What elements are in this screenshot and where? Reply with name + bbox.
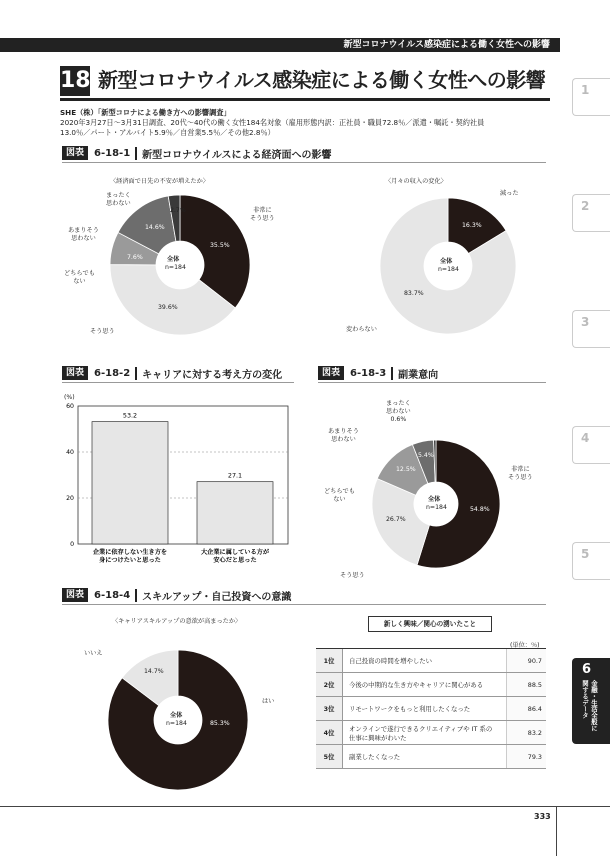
rank-cell: 3位 — [316, 697, 343, 721]
table-row — [316, 649, 546, 673]
fig4-pct-yes: 85.3% — [210, 720, 230, 727]
fig1-left-label-very: 非常に そう思う — [250, 207, 275, 222]
fig3-header — [318, 365, 438, 381]
ranking-table — [316, 649, 546, 769]
fig1-left-pct-yes: 39.6% — [158, 304, 178, 311]
fig1-left-center-label: 全体 — [167, 256, 180, 263]
fig1-right-center-label: 全体 — [440, 258, 453, 265]
fig4-header — [62, 587, 291, 603]
fig2-rule — [62, 382, 294, 383]
item-cell: 副業したくなった — [343, 745, 507, 769]
fig1-tag: 図表 — [62, 146, 88, 160]
page-title: 新型コロナウイルス感染症による働く女性への影響 — [98, 68, 546, 92]
tab-chapter-4[interactable]: 4 — [572, 426, 610, 464]
fig4-label-no: いいえ — [84, 650, 103, 657]
rank-cell: 2位 — [316, 673, 343, 697]
rank-cell: 4位 — [316, 721, 343, 745]
x-category-label: 安心だと思った — [213, 557, 257, 564]
fig1-right-label-same: 変わらない — [346, 326, 377, 333]
title-underline — [60, 98, 550, 101]
value-cell: 88.5 — [507, 673, 547, 697]
fig2-separator — [135, 367, 137, 380]
y-tick-label: 20 — [66, 495, 74, 502]
fig3-pct-neutral: 12.5% — [396, 466, 416, 473]
fig4-num: 6-18-4 — [94, 589, 131, 601]
bar-value-label: 53.2 — [122, 411, 138, 420]
bar-value-label: 27.1 — [227, 471, 243, 480]
fig1-right-pct-down: 16.3% — [462, 222, 482, 229]
source-line-3: 13.0％／パート・アルバイト5.9％／自営業5.5％／その他2.8％） — [60, 128, 275, 137]
fig4-tag: 図表 — [62, 588, 88, 602]
fig1-rule — [62, 162, 546, 163]
footer-rule — [0, 806, 610, 807]
fig2-num: 6-18-2 — [94, 367, 131, 379]
rank-cell: 5位 — [316, 745, 343, 769]
bar — [92, 422, 168, 544]
fig1-left-pct-very: 35.5% — [210, 242, 230, 249]
fig1-separator — [135, 147, 137, 160]
fig1-title: 新型コロナウイルスによる経済面への影響 — [142, 149, 332, 161]
rank-cell: 1位 — [316, 649, 343, 673]
page-number: 333 — [534, 812, 551, 821]
value-cell: 79.3 — [507, 745, 547, 769]
fig4-label-yes: はい — [262, 698, 275, 705]
item-cell: 今後の中期的な生き方やキャリアに関心がある — [343, 673, 507, 697]
tab-chapter-3[interactable]: 3 — [572, 310, 610, 348]
fig3-rule — [318, 382, 546, 383]
fig1-left-pct-notmuch: 14.6% — [145, 224, 165, 231]
fig3-pct-yes: 26.7% — [386, 516, 406, 523]
fig3-pct-very: 54.8% — [470, 506, 490, 513]
fig1-header — [62, 145, 332, 161]
value-cell: 90.7 — [507, 649, 547, 673]
tab-chapter-6-label: 金融・生活全般に 関するデータ — [581, 680, 598, 732]
x-category-label: 大企業に属している方が — [200, 549, 270, 556]
fig3-title: 副業意向 — [398, 369, 439, 381]
fig4-table-title: 新しく興味／関心の湧いたこと — [368, 616, 492, 632]
y-tick-label: 60 — [66, 403, 74, 410]
fig1-left-pct-neutral: 7.6% — [127, 254, 143, 261]
fig4-table-unit: (単位：％) — [510, 642, 540, 649]
fig1-num: 6-18-1 — [94, 147, 131, 159]
item-cell: オンラインで遂行できるクリエイティブや IT 系の 仕事に興味がわいた — [343, 721, 507, 745]
table-row — [316, 673, 546, 697]
fig3-label-yes: そう思う — [340, 572, 365, 579]
table-row — [316, 721, 546, 745]
fig1-left-label-not: まったく 思わない — [106, 192, 131, 207]
fig3-label-notmuch: あまりそう 思わない — [328, 428, 359, 443]
y-tick-label: 0 — [70, 541, 74, 548]
fig1-left-center-n: n=184 — [165, 264, 186, 271]
fig3-center-label: 全体 — [428, 496, 441, 503]
x-category-label: 身につけたいと思った — [99, 557, 161, 564]
title-number: 18 — [60, 66, 90, 96]
fig4-separator — [135, 589, 137, 602]
fig4-center-label: 全体 — [170, 712, 183, 719]
source-line-2: 2020年3月27日～3月31日調査、20代～40代の働く女性184名対象（雇用形態内訳：正社員・職員72.8％／派遣・嘱託・契約社員 — [60, 118, 485, 127]
table-row — [316, 745, 546, 769]
fig3-label-very: 非常に そう思う — [508, 466, 533, 481]
fig3-separator — [391, 367, 393, 380]
fig3-label-neutral: どちらでも ない — [324, 488, 355, 503]
value-cell: 83.2 — [507, 721, 547, 745]
fig1-right-subtitle: 〈月々の収入の変化〉 — [385, 178, 447, 185]
fig1-left-subtitle: 〈経済面で日先の不安が増えたか〉 — [110, 178, 209, 185]
fig3-tag: 図表 — [318, 366, 344, 380]
fig2-bar-chart — [60, 400, 296, 575]
item-cell: リモートワークをもっと利用したくなった — [343, 697, 507, 721]
y-tick-label: 40 — [66, 449, 74, 456]
fig1-left-label-yes: そう思う — [90, 328, 115, 335]
fig4-rule — [62, 604, 546, 605]
fig1-left-pct-not: 2.7% — [170, 207, 186, 214]
tab-chapter-1[interactable]: 1 — [572, 78, 610, 116]
fig1-left-label-neutral: どちらでも ない — [64, 270, 95, 285]
fig3-label-not: まったく 思わない 0.6% — [386, 400, 411, 423]
fig4-table — [316, 648, 546, 769]
tab-chapter-2[interactable]: 2 — [572, 194, 610, 232]
x-category-label: 企業に依存しない生き方を — [92, 549, 168, 556]
fig1-left-label-notmuch: あまりそう 思わない — [68, 227, 99, 242]
fig2-title: キャリアに対する考え方の変化 — [142, 369, 283, 381]
value-cell: 86.4 — [507, 697, 547, 721]
section-header: 新型コロナウイルス感染症による働く女性への影響 — [0, 38, 560, 52]
table-row — [316, 697, 546, 721]
bar — [197, 482, 273, 544]
tab-chapter-6-active[interactable] — [572, 658, 610, 744]
item-cell: 自己投資の時間を増やしたい — [343, 649, 507, 673]
fig3-num: 6-18-3 — [350, 367, 387, 379]
footer-divider — [556, 806, 557, 856]
fig2-unit: (%) — [64, 394, 75, 401]
fig2-header — [62, 365, 282, 381]
fig4-title: スキルアップ・自己投資への意識 — [142, 591, 292, 603]
fig2-tag: 図表 — [62, 366, 88, 380]
fig3-center-n: n=184 — [426, 504, 447, 511]
tab-chapter-5[interactable]: 5 — [572, 542, 610, 580]
fig3-pct-notmuch: 5.4% — [418, 452, 434, 459]
fig1-right-label-down: 減った — [500, 190, 519, 197]
fig1-right-center-n: n=184 — [438, 266, 459, 273]
fig1-right-pct-same: 83.7% — [404, 290, 424, 297]
fig4-center-n: n=184 — [166, 720, 187, 727]
fig4-pct-no: 14.7% — [144, 668, 164, 675]
source-line-1: SHE（株）「新型コロナによる働き方への影響調査」 — [60, 108, 231, 117]
tab-chapter-6-number: 6 — [582, 662, 592, 677]
fig4-pie-subtitle: 〈キャリアスキルアップの意欲が高まったか〉 — [112, 618, 242, 625]
